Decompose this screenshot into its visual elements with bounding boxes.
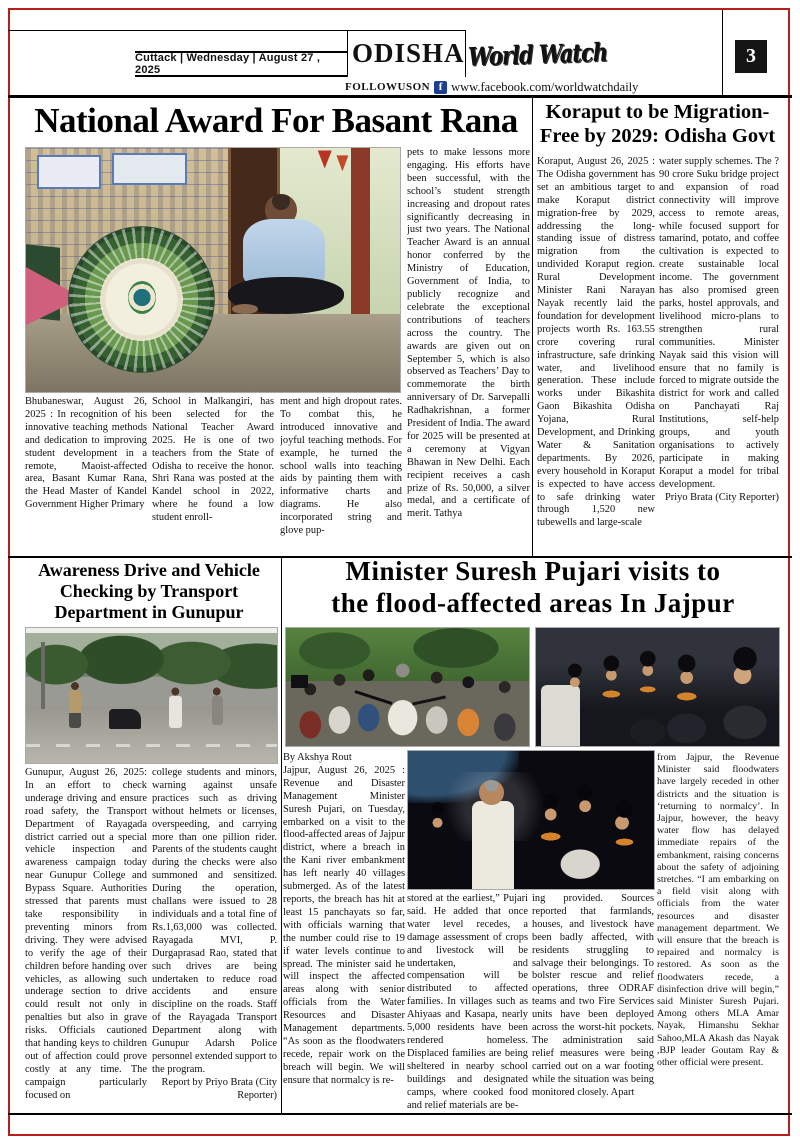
headline-gunupur-line2: Checking by Transport — [59, 581, 239, 602]
koraput-byline: Priyo Brata (City Reporter) — [665, 491, 779, 503]
gunupur-column-2 — [152, 767, 277, 1117]
follow-us-label: FOLLOWUSON — [345, 81, 431, 93]
headline-gunupur-line1: Awareness Drive and Vehicle — [38, 560, 260, 580]
photo-jajpur-crowd-scarves — [535, 627, 780, 747]
photo-gunupur-vehicle-check — [25, 627, 278, 764]
headline-jajpur-line2: the flood-affected areas In Jajpur — [331, 587, 735, 618]
basant-column-1: Bhubaneswar, August 26, 2025 : In recognition of his innovative teaching methods and dedication to improving student development in a remote, Maoist-affected area, Basant Kumar Rana, the Head Master of Kandel Government Higher Primary — [25, 396, 147, 511]
jajpur-column-4: from Jajpur, the Revenue Minister said floodwaters have largely receded in other districts and the situation is ‘returning to normalcy’. In Jajpur, however, the heavy water flow has delayed immediate repairs of the embankment, raising concerns about the safety of adjoining stretches. “I am embarking on a field visit along with officials from the water resources and disaster management department. We will ensure that the breach is repaired and normalcy is restored. As soon as the floodwaters recede, a disinfection drive will begin,” said Minister Suresh Pujari. Among others MLA Amar Nayak, Himanshu Sekhar Sahoo,MLA Akash das Nayak ,BJP leader Goutam Ray & other official were present. — [657, 752, 779, 1069]
headline-jajpur-line1: Minister Suresh Pujari visits to — [345, 556, 721, 586]
headline-jajpur — [285, 556, 781, 619]
gunupur-byline: Report by Priyo Brata (City Reporter) — [161, 1076, 277, 1101]
header-divider-2 — [465, 30, 466, 77]
jajpur-column-3: ing provided. Sources reported that farmlands, houses, and livestock have been badly affected, with residents struggling to salvage their belongings. To bolster rescue and relief operations, three ODRAF teams and two Fire Services units have been deployed across the worst-hit pockets. The administration said relief measures were being carried out on a war footing while the situation was being monitored closely. Apart — [532, 893, 654, 1098]
header-divider-3 — [722, 10, 723, 95]
headline-koraput — [534, 100, 781, 148]
koraput-column-2 — [659, 156, 779, 556]
header-top-rule — [8, 30, 466, 31]
divider-bottom-vertical — [281, 558, 282, 1114]
gunupur-column-1: Gunupur, August 26, 2025: In an effort to check underage driving and ensure road safety, the Transport Department of Rayagada district carried out a special vehicle inspection and awareness campaign today near Gunupur College and Bypass Square. Authorities stressed that parents must take responsibility in preventing minors from driving. They were advised to verify the age of their children before handing over vehicles, as allowing such underage section to drive could result not only in penalties but also in grave risks. Officials cautioned that handing keys to children out of affection could prove costly at any time. The campaign particularly focused on — [25, 767, 147, 1101]
koraput-column-1: Koraput, August 26, 2025 : The Odisha government has set an ambitious target to make Koraput district migration-free by 2029, addressing the long-standing issue of distress migration from the undivided Koraput region. Rural Development Minister Rani Narayan Nayak recently laid the foundation for development projects worth Rs. 163.55 crore covering rural infrastructure, safe drinking water, and livelihood generation. These include works under Bikashita Gaon Bikashita Odisha Yojana, Rural Development, and Drinking Water & Sanitation departments. By 2026, every household in Koraput is expected to have access to safe drinking water through 1,520 new tubewells and large-scale — [537, 156, 655, 529]
follow-row — [345, 80, 638, 94]
header-bottom-rule — [8, 95, 792, 98]
photo-jajpur-night-visit — [407, 750, 655, 890]
edition-title: ODISHA — [352, 38, 465, 68]
camera-shape — [291, 675, 308, 688]
jajpur-column-1 — [283, 752, 405, 1112]
headline-koraput-line1: Koraput to be Migration- — [545, 101, 770, 123]
facebook-icon: f — [434, 81, 447, 94]
divider-top-vertical — [532, 98, 533, 556]
dateline: Cuttack | Wednesday | August 27 , 2025 — [135, 51, 347, 77]
basant-column-3: ment and high dropout rates. To combat this, he introduced innovative and joyful teaching methods. For example, he turned the school walls into teaching aids by painting them with informative charts and diagrams. He also incorporated string and glove pup- — [280, 396, 402, 537]
facebook-url: www.facebook.com/worldwatchdaily — [451, 79, 639, 94]
photo-jajpur-press-crowd — [285, 627, 530, 747]
jajpur-column-2: stored at the earliest,” Pujari said. He added that once water level recedes, a damage assessment of crops and livestock will be undertaken, and compensation will be distributed to affected families. In villages such as Ahiyaas and Kasapa, nearly 5,000 residents have been rendered homeless. Displaced families are being sheltered in nearby school buildings and designated camps, where cooked food and relief materials are be- — [407, 893, 528, 1111]
photo-basant-rana-classroom — [25, 147, 401, 393]
jajpur-byline: By Akshya Rout — [283, 752, 352, 763]
header-divider-1 — [347, 30, 348, 77]
basant-column-2: School in Malkangiri, has been selected for the National Teacher Award 2025. He is one of two teachers from the State of Odisha to receive the honor. Shri Rana was posted at the Kandel school in 2022, where he found a low student enroll- — [152, 396, 274, 524]
jajpur-column-1-text: Jajpur, August 26, 2025 : Revenue and Disaster Management Minister Suresh Pujari, on Tuesday, embarked on a visit to the flood-affected areas of Jajpur district, where a breach in the Kani river embankment has left nearly 40 villages submerged. As of the latest reports, the breach has hit at least 15 panchayats so far, with officials warning that the number could rise to 19 if water levels continue to spread. The minister said he will inspect the affected areas along with senior officials from the Water Resources and Disaster Management departments. “As soon as the floodwaters recede, repair work on the breach will begin. We will ensure that normalcy is re- — [283, 764, 405, 1086]
masthead-logo: World Watch — [467, 36, 608, 72]
headline-koraput-line2: Free by 2029: Odisha Govt — [539, 125, 776, 148]
page-number-badge: 3 — [735, 40, 767, 73]
gunupur-column-2-text: college students and minors, warning against unsafe practices such as driving without helmets or licenses, overspeeding, and carrying more than one pillion rider. Parents of the students caught during the checks were also summoned and sensitized. During the operation, challans were issued to 28 individuals and a total fine of Rs.1,63,000 was collected. Rayagada MVI, P. Durgaprasad Rao, stated that such drives are being undertaken to reduce road accidents and ensure discipline on the roads. Staff of the Rayagada Transport Department along with Gunupur Adarsh Police personnel extended support to the program. — [152, 767, 277, 1075]
koraput-column-2-text: water supply schemes. The ?90 crore Suku bridge project and expansion of road connectivity will improve access to remote areas, while focused support for tamarind, potato, and coffee cultivation is expected to create sustainable local income. The government has also promised green parks, hostel approvals, and livelihood micro-plans to strengthen rural communities. Minister Nayak said this vision will ensure that no family is forced to migrate outside the district for work and called on Panchayati Raj Institutions, self-help groups, and youth organisations to actively participate in making Koraput a model for tribal development. — [659, 156, 779, 490]
headline-gunupur — [16, 560, 282, 624]
basant-column-4: pets to make lessons more engaging. His efforts have been successful, with the school’s student strength increasing and dropout rates significantly decreasing in just two years. The National Teacher Award is an annual honor conferred by the Ministry of Education, Government of India, to publicly recognize and celebrate the exceptional contributions of teachers across the country. The awards are given out on September 5, which is also observed as Teachers’ Day to commemorate the birth anniversary of Dr. Sarvepalli Radhakrishnan, a former President of India. The award for 2025 will be presented at a ceremony at Vigyan Bhawan in New Delhi. Each recipient receives a cash prize of Rs. 50,000, a silver medal, and a certificate of merit. Tathya — [407, 147, 530, 520]
headline-gunupur-line3: Department in Gunupur — [54, 602, 244, 623]
peacock-craft — [63, 224, 220, 375]
headline-basant-rana: National Award For Basant Rana — [34, 101, 518, 140]
